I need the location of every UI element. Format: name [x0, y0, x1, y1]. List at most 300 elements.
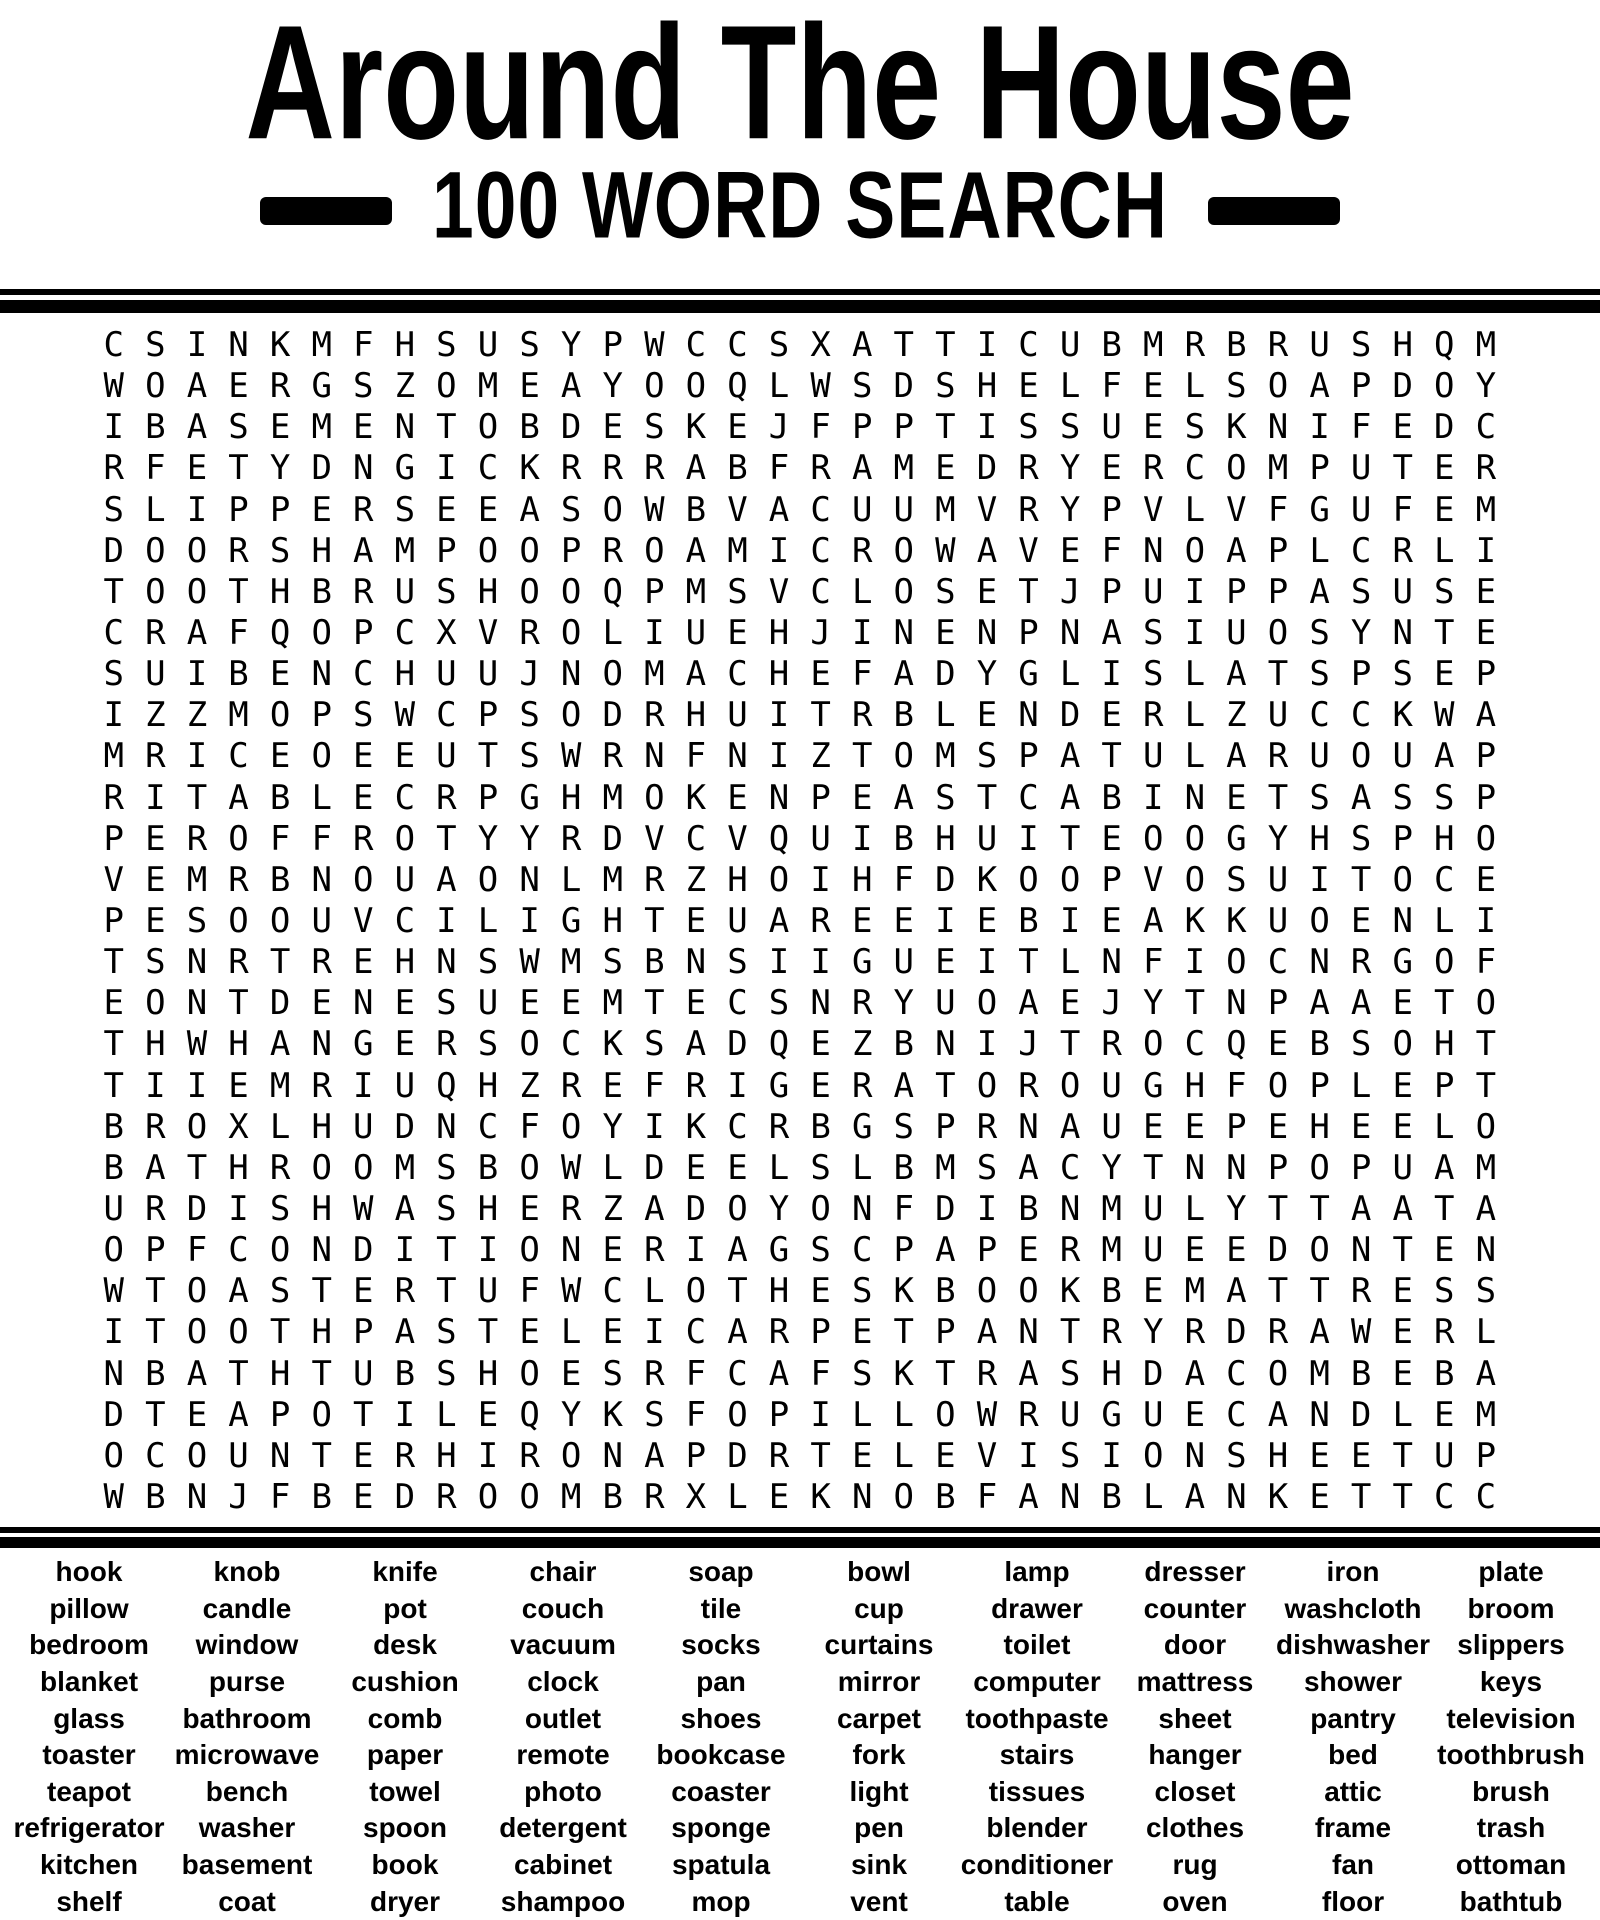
- word-item: vent: [850, 1885, 908, 1917]
- grid-cell: Q: [436, 1065, 457, 1106]
- grid-cell: S: [103, 489, 125, 530]
- grid-cell: E: [353, 1476, 374, 1517]
- grid-cell: B: [145, 1353, 166, 1394]
- grid-cell: P: [269, 1394, 291, 1435]
- grid-cell: O: [893, 736, 915, 777]
- grid-cell: L: [1059, 942, 1081, 983]
- grid-cell: E: [1267, 1024, 1289, 1065]
- grid-cell: C: [727, 1353, 748, 1394]
- grid-cell: R: [145, 1188, 166, 1229]
- grid-cell: S: [1434, 777, 1455, 818]
- grid-cell: U: [477, 654, 499, 695]
- grid-cell: B: [935, 1271, 956, 1312]
- word-item: pen: [854, 1812, 904, 1844]
- grid-cell: R: [269, 366, 291, 407]
- grid-cell: R: [1101, 1024, 1122, 1065]
- word-item: coat: [218, 1885, 276, 1917]
- grid-cell: Y: [1059, 489, 1081, 530]
- grid-cell: A: [1309, 571, 1330, 612]
- grid-cell: U: [1267, 695, 1289, 736]
- grid-cell: O: [1309, 900, 1330, 941]
- grid-cell: Y: [519, 818, 540, 859]
- grid-cell: E: [1143, 407, 1164, 448]
- grid-cell: S: [893, 1106, 915, 1147]
- grid-cell: O: [353, 1147, 374, 1188]
- grid-cell: N: [810, 983, 831, 1024]
- grid-cell: L: [1184, 1188, 1206, 1229]
- grid-cell: P: [1267, 1147, 1289, 1188]
- grid-cell: L: [1184, 489, 1206, 530]
- grid-cell: A: [186, 407, 208, 448]
- grid-cell: W: [103, 1476, 125, 1517]
- grid-cell: C: [727, 1106, 748, 1147]
- grid-cell: A: [1184, 1476, 1206, 1517]
- word-item: bathtub: [1459, 1885, 1563, 1917]
- grid-cell: N: [602, 1435, 623, 1476]
- grid-cell: C: [727, 654, 748, 695]
- grid-cell: S: [436, 1353, 457, 1394]
- grid-cell: K: [893, 1271, 915, 1312]
- grid-cell: G: [851, 942, 873, 983]
- grid-cell: P: [768, 1394, 790, 1435]
- grid-cell: P: [1267, 530, 1289, 571]
- grid-cell: E: [1059, 983, 1081, 1024]
- grid-cell: R: [1267, 325, 1289, 365]
- grid-cell: H: [1184, 1065, 1206, 1106]
- grid-cell: A: [228, 1394, 249, 1435]
- grid-cell: I: [1309, 407, 1330, 448]
- grid-cell: U: [1059, 325, 1081, 365]
- grid-cell: A: [353, 530, 374, 571]
- grid-cell: S: [519, 325, 540, 365]
- word-item: computer: [973, 1666, 1101, 1698]
- grid-cell: U: [1143, 1394, 1164, 1435]
- grid-cell: H: [228, 1147, 249, 1188]
- grid-cell: F: [685, 736, 707, 777]
- grid-cell: P: [893, 407, 915, 448]
- grid-cell: P: [1267, 571, 1289, 612]
- grid-cell: P: [810, 777, 831, 818]
- grid-cell: A: [1309, 983, 1330, 1024]
- word-item: purse: [208, 1666, 286, 1698]
- grid-cell: R: [1475, 448, 1497, 489]
- grid-cell: D: [186, 1188, 208, 1229]
- word-item: pot: [383, 1592, 427, 1624]
- grid-cell: T: [935, 1353, 956, 1394]
- word-item: fork: [852, 1739, 906, 1771]
- grid-cell: O: [644, 366, 665, 407]
- grid-cell: B: [519, 407, 540, 448]
- grid-cell: J: [1059, 571, 1081, 612]
- grid-cell: S: [1184, 407, 1206, 448]
- grid-cell: I: [394, 1230, 416, 1271]
- grid-cell: I: [1018, 818, 1039, 859]
- grid-cell: R: [1392, 530, 1413, 571]
- grid-cell: P: [1101, 859, 1122, 900]
- grid-cell: N: [768, 777, 790, 818]
- grid-cell: S: [935, 777, 956, 818]
- grid-cell: P: [1101, 571, 1122, 612]
- grid-cell: O: [145, 983, 166, 1024]
- grid-cell: C: [1475, 1476, 1497, 1517]
- grid-cell: A: [145, 1147, 166, 1188]
- grid-cell: A: [727, 1312, 748, 1353]
- grid-cell: T: [1101, 736, 1122, 777]
- grid-cell: T: [228, 1353, 249, 1394]
- grid-cell: T: [353, 1394, 374, 1435]
- grid-cell: O: [976, 1271, 998, 1312]
- grid-cell: C: [1226, 1394, 1247, 1435]
- grid-cell: O: [519, 1024, 540, 1065]
- grid-cell: I: [186, 654, 208, 695]
- grid-cell: A: [851, 448, 873, 489]
- grid-cell: U: [893, 489, 915, 530]
- grid-cell: B: [145, 1476, 166, 1517]
- grid-cell: D: [103, 1394, 125, 1435]
- grid-cell: W: [560, 736, 582, 777]
- word-item: keys: [1479, 1666, 1543, 1698]
- word-item: plate: [1478, 1556, 1544, 1588]
- grid-cell: E: [311, 489, 332, 530]
- grid-cell: T: [1434, 1188, 1455, 1229]
- grid-cell: F: [228, 612, 249, 653]
- word-item: bathroom: [182, 1702, 312, 1734]
- grid-cell: C: [436, 695, 457, 736]
- grid-cell: R: [810, 900, 831, 941]
- grid-cell: B: [1350, 1353, 1372, 1394]
- grid-cell: A: [1434, 1147, 1455, 1188]
- grid-cell: R: [228, 942, 249, 983]
- grid-cell: T: [103, 571, 125, 612]
- grid-cell: U: [1392, 736, 1413, 777]
- grid-cell: L: [768, 366, 790, 407]
- grid-cell: T: [1018, 942, 1039, 983]
- word-item: oven: [1162, 1885, 1228, 1917]
- grid-cell: T: [1434, 612, 1455, 653]
- grid-cell: R: [1143, 448, 1164, 489]
- grid-cell: T: [436, 1271, 457, 1312]
- grid-cell: O: [1143, 1024, 1164, 1065]
- grid-cell: V: [1143, 489, 1164, 530]
- word-item: toothbrush: [1437, 1739, 1585, 1771]
- grid-cell: R: [976, 1353, 998, 1394]
- grid-cell: C: [477, 1106, 499, 1147]
- grid-cell: O: [727, 1188, 748, 1229]
- grid-cell: N: [436, 1106, 457, 1147]
- grid-cell: T: [1309, 1188, 1330, 1229]
- grid-cell: Z: [810, 736, 831, 777]
- grid-cell: E: [145, 818, 166, 859]
- grid-cell: Y: [1226, 1188, 1247, 1229]
- word-item: brush: [1472, 1775, 1550, 1807]
- grid-cell: T: [311, 1435, 332, 1476]
- grid-cell: A: [1184, 1353, 1206, 1394]
- grid-cell: F: [810, 1353, 831, 1394]
- word-item: door: [1163, 1629, 1227, 1661]
- grid-cell: E: [1143, 1271, 1164, 1312]
- grid-cell: D: [976, 448, 998, 489]
- grid-cell: Y: [1350, 612, 1372, 653]
- grid-cell: U: [685, 612, 707, 653]
- word-item: bench: [205, 1775, 289, 1807]
- grid-cell: R: [810, 448, 831, 489]
- grid-cell: T: [851, 736, 873, 777]
- grid-cell: N: [1059, 612, 1081, 653]
- grid-cell: S: [602, 942, 623, 983]
- word-item: remote: [516, 1739, 610, 1771]
- grid-cell: I: [768, 736, 790, 777]
- grid-cell: M: [1475, 1147, 1497, 1188]
- grid-cell: N: [1101, 942, 1122, 983]
- grid-cell: E: [1475, 571, 1497, 612]
- grid-cell: T: [727, 1271, 748, 1312]
- grid-cell: H: [394, 325, 416, 365]
- grid-cell: Q: [768, 818, 790, 859]
- grid-cell: H: [269, 1353, 291, 1394]
- grid-cell: W: [810, 366, 831, 407]
- grid-cell: N: [269, 1435, 291, 1476]
- word-item: frame: [1314, 1812, 1392, 1844]
- grid-cell: E: [1475, 612, 1497, 653]
- grid-cell: N: [1184, 1147, 1206, 1188]
- grid-cell: U: [1143, 1230, 1164, 1271]
- grid-cell: M: [935, 489, 956, 530]
- grid-cell: U: [1392, 571, 1413, 612]
- grid-cell: U: [394, 1065, 416, 1106]
- grid-cell: C: [1018, 325, 1039, 365]
- grid-cell: O: [186, 571, 208, 612]
- grid-cell: O: [893, 571, 915, 612]
- grid-cell: S: [1350, 325, 1372, 365]
- grid-cell: O: [893, 530, 915, 571]
- grid-cell: B: [311, 1476, 332, 1517]
- word-item: candle: [202, 1592, 292, 1624]
- grid-cell: M: [685, 571, 707, 612]
- grid-cell: G: [1143, 1065, 1164, 1106]
- grid-cell: T: [228, 448, 249, 489]
- grid-cell: N: [1475, 1230, 1497, 1271]
- grid-cell: M: [1143, 325, 1164, 365]
- grid-cell: W: [644, 325, 665, 365]
- grid-cell: E: [1184, 1394, 1206, 1435]
- grid-cell: M: [186, 859, 208, 900]
- word-item: attic: [1324, 1775, 1382, 1807]
- grid-cell: D: [893, 366, 915, 407]
- grid-cell: H: [976, 366, 998, 407]
- word-item: clock: [527, 1666, 599, 1698]
- grid-cell: C: [1475, 407, 1497, 448]
- grid-cell: S: [394, 489, 416, 530]
- grid-cell: T: [1018, 571, 1039, 612]
- grid-cell: R: [1267, 1312, 1289, 1353]
- grid-cell: I: [1184, 612, 1206, 653]
- grid-cell: L: [1184, 736, 1206, 777]
- grid-cell: U: [228, 1435, 249, 1476]
- grid-cell: P: [1392, 818, 1413, 859]
- grid-cell: A: [727, 1230, 748, 1271]
- grid-cell: C: [1350, 695, 1372, 736]
- grid-cell: Z: [1226, 695, 1247, 736]
- grid-cell: M: [103, 736, 125, 777]
- word-item: sink: [850, 1849, 908, 1881]
- grid-cell: D: [935, 1188, 956, 1229]
- grid-cell: F: [1101, 366, 1122, 407]
- grid-cell: R: [353, 489, 374, 530]
- grid-cell: P: [1350, 654, 1372, 695]
- grid-cell: M: [644, 654, 665, 695]
- grid-cell: H: [394, 654, 416, 695]
- grid-cell: R: [851, 530, 873, 571]
- grid-cell: O: [311, 1147, 332, 1188]
- grid-cell: O: [186, 530, 208, 571]
- grid-cell: S: [477, 942, 499, 983]
- grid-cell: E: [394, 1024, 416, 1065]
- grid-cell: E: [810, 654, 831, 695]
- grid-cell: O: [1434, 942, 1455, 983]
- word-item: outlet: [524, 1702, 602, 1734]
- grid-cell: N: [644, 736, 665, 777]
- grid-cell: B: [1018, 900, 1039, 941]
- grid-cell: E: [1392, 407, 1413, 448]
- grid-cell: T: [145, 1312, 166, 1353]
- grid-cell: I: [477, 1230, 499, 1271]
- grid-cell: J: [768, 407, 790, 448]
- grid-cell: T: [1392, 1435, 1413, 1476]
- grid-cell: F: [353, 325, 374, 365]
- grid-cell: L: [560, 1312, 582, 1353]
- grid-cell: P: [851, 407, 873, 448]
- grid-cell: E: [1392, 1065, 1413, 1106]
- grid-cell: K: [1184, 900, 1206, 941]
- grid-cell: U: [851, 489, 873, 530]
- word-item: rug: [1172, 1849, 1218, 1881]
- grid-cell: S: [519, 695, 540, 736]
- grid-cell: L: [851, 1394, 873, 1435]
- word-item: window: [195, 1629, 299, 1661]
- grid-cell: S: [1059, 407, 1081, 448]
- grid-cell: Q: [519, 1394, 540, 1435]
- grid-cell: L: [1392, 1394, 1413, 1435]
- grid-cell: N: [1226, 1147, 1247, 1188]
- grid-cell: E: [976, 571, 998, 612]
- grid-cell: J: [519, 654, 540, 695]
- grid-cell: E: [353, 1435, 374, 1476]
- grid-cell: T: [311, 1353, 332, 1394]
- grid-cell: I: [976, 1188, 998, 1229]
- grid-cell: N: [1392, 612, 1413, 653]
- word-item: shampoo: [500, 1885, 626, 1917]
- word-search-grid: [93, 325, 1507, 1518]
- grid-cell: B: [103, 1147, 125, 1188]
- grid-cell: E: [1267, 1106, 1289, 1147]
- word-item: conditioner: [960, 1849, 1114, 1881]
- grid-cell: T: [1475, 1024, 1497, 1065]
- grid-cell: J: [1018, 1024, 1039, 1065]
- grid-cell: M: [893, 448, 915, 489]
- grid-cell: S: [1434, 1271, 1455, 1312]
- grid-cell: R: [768, 1435, 790, 1476]
- grid-cell: O: [685, 1271, 707, 1312]
- grid-cell: E: [810, 1024, 831, 1065]
- grid-cell: A: [394, 1312, 416, 1353]
- grid-cell: R: [1267, 736, 1289, 777]
- grid-cell: V: [353, 900, 374, 941]
- grid-cell: P: [1018, 736, 1039, 777]
- grid-cell: W: [103, 366, 125, 407]
- grid-cell: P: [103, 900, 125, 941]
- grid-cell: D: [935, 654, 956, 695]
- grid-cell: C: [1184, 1024, 1206, 1065]
- grid-cell: D: [602, 818, 623, 859]
- grid-cell: B: [103, 1106, 125, 1147]
- grid-cell: L: [1059, 366, 1081, 407]
- grid-cell: I: [810, 859, 831, 900]
- grid-cell: H: [1101, 1353, 1122, 1394]
- grid-cell: I: [103, 407, 125, 448]
- grid-cell: I: [186, 489, 208, 530]
- grid-cell: O: [519, 1147, 540, 1188]
- word-item: pillow: [49, 1592, 129, 1624]
- grid-cell: E: [228, 1065, 249, 1106]
- grid-cell: P: [1475, 654, 1497, 695]
- grid-cell: E: [186, 448, 208, 489]
- grid-cell: H: [477, 571, 499, 612]
- word-item: toilet: [1003, 1629, 1071, 1661]
- grid-cell: I: [394, 1394, 416, 1435]
- grid-cell: D: [1143, 1353, 1164, 1394]
- grid-cell: E: [1226, 777, 1247, 818]
- word-item: tile: [700, 1592, 742, 1624]
- grid-cell: C: [685, 818, 707, 859]
- grid-cell: S: [1059, 1435, 1081, 1476]
- grid-cell: C: [810, 571, 831, 612]
- grid-cell: L: [269, 1106, 291, 1147]
- grid-cell: T: [103, 1065, 125, 1106]
- grid-cell: E: [727, 612, 748, 653]
- grid-cell: Y: [602, 1106, 623, 1147]
- grid-cell: N: [1143, 530, 1164, 571]
- grid-cell: I: [436, 448, 457, 489]
- grid-cell: A: [519, 489, 540, 530]
- grid-cell: C: [851, 1230, 873, 1271]
- grid-cell: P: [893, 1230, 915, 1271]
- grid-cell: P: [1101, 489, 1122, 530]
- grid-cell: W: [394, 695, 416, 736]
- grid-cell: M: [394, 530, 416, 571]
- grid-cell: K: [1392, 695, 1413, 736]
- word-item: sponge: [671, 1812, 771, 1844]
- word-item: hanger: [1148, 1739, 1242, 1771]
- grid-cell: A: [1434, 736, 1455, 777]
- grid-cell: O: [311, 612, 332, 653]
- grid-cell: Y: [893, 983, 915, 1024]
- grid-cell: E: [935, 1435, 956, 1476]
- grid-cell: T: [935, 1065, 956, 1106]
- grid-cell: I: [186, 1065, 208, 1106]
- grid-cell: D: [1226, 1312, 1247, 1353]
- grid-cell: U: [893, 942, 915, 983]
- grid-cell: S: [1226, 859, 1247, 900]
- grid-cell: O: [228, 1312, 249, 1353]
- grid-cell: O: [1018, 1271, 1039, 1312]
- grid-cell: M: [311, 325, 332, 365]
- grid-cell: Q: [1226, 1024, 1247, 1065]
- grid-cell: H: [560, 777, 582, 818]
- word-item: toaster: [42, 1739, 136, 1771]
- grid-cell: E: [519, 1188, 540, 1229]
- grid-cell: E: [394, 736, 416, 777]
- grid-cell: A: [1350, 1188, 1372, 1229]
